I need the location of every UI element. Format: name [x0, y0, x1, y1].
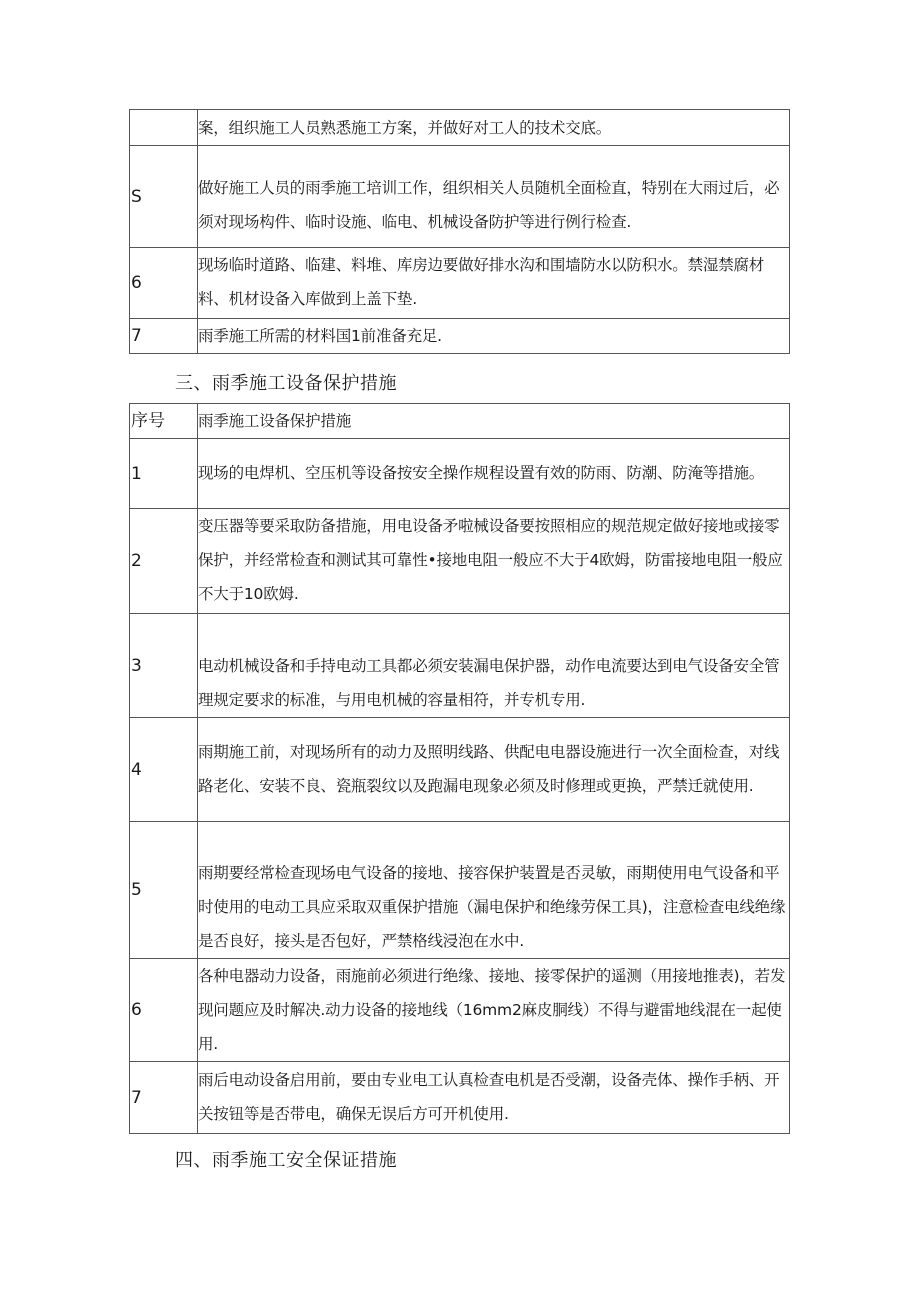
- row-number: 6: [130, 248, 198, 319]
- row-number: [130, 110, 198, 146]
- table-row: [130, 718, 790, 822]
- table-equipment-protection: [129, 403, 790, 1134]
- header-text: 雨季施工设备保护措施: [198, 404, 790, 439]
- row-text: 雨期要经常检查现场电气设备的接地、接容保护装置是否灵敏，雨期使用电气设备和平时使用的电动工具应采取双重保护措施（漏电保护和绝缘劳保工具)，注意检查电线绝缘是否良好，接头是否包好，严禁格线浸泡在水中.: [198, 822, 790, 959]
- table-header-row: [130, 404, 790, 439]
- table-row: [130, 1062, 790, 1134]
- row-number: 7: [130, 319, 198, 354]
- row-number: 7: [130, 1062, 198, 1134]
- row-number: 2: [130, 509, 198, 614]
- section-heading: 四、雨季施工安全保证措施: [175, 1150, 397, 1171]
- section-heading: 三、雨季施工设备保护措施: [175, 373, 397, 394]
- table-row: [130, 822, 790, 959]
- row-text: 电动机械设备和手持电动工具都必须安装漏电保护器，动作电流要达到电气设备安全管理规定要求的标准，与用电机械的容量相符，并专机专用.: [198, 614, 790, 718]
- table-row: [130, 959, 790, 1062]
- row-text: 案，组织施工人员熟悉施工方案，并做好对工人的技术交底。: [198, 110, 790, 146]
- table-row: [130, 439, 790, 509]
- row-number: 6: [130, 959, 198, 1062]
- table-weather-prep: [129, 109, 790, 354]
- row-text: 雨后电动设备启用前，要由专业电工认真检查电机是否受潮，设备壳体、操作手柄、开关按钮等是否带电，确保无误后方可开机使用.: [198, 1062, 790, 1134]
- row-text: 现场临时道路、临建、料堆、库房边要做好排水沟和围墙防水以防积水。禁湿禁腐材料、机材设备入库做到上盖下垫.: [198, 248, 790, 319]
- row-text: 变压器等要采取防备措施，用电设备矛啦械设备要按照相应的规范规定做好接地或接零保护，并经常检查和测试其可靠性•接地电阻一般应不大于4欧姆，防雷接地电阻一般应不大于10欧姆.: [198, 509, 790, 614]
- row-number: 3: [130, 614, 198, 718]
- table-row: [130, 146, 790, 248]
- table-row: [130, 248, 790, 319]
- row-text: 雨期施工前，对现场所有的动力及照明线路、供配电电器设施进行一次全面检查，对线路老化、安装不良、瓷瓶裂纹以及跑漏电现象必须及时修理或更换，严禁迁就使用.: [198, 718, 790, 822]
- row-number: S: [130, 146, 198, 248]
- table-row: [130, 110, 790, 146]
- header-number: 序号: [130, 404, 198, 439]
- row-text: 各种电器动力设备，雨施前必须进行绝缘、接地、接零保护的遥测（用接地推表)，若发现问题应及时解决.动力设备的接地线（16mm2麻皮胴线）不得与避雷地线混在一起使用.: [198, 959, 790, 1062]
- table-row: [130, 614, 790, 718]
- table-row: [130, 319, 790, 354]
- table-row: [130, 509, 790, 614]
- row-number: 5: [130, 822, 198, 959]
- row-text: 现场的电焊机、空压机等设备按安全操作规程设置有效的防雨、防潮、防淹等措施。: [198, 439, 790, 509]
- row-number: 1: [130, 439, 198, 509]
- row-text: 雨季施工所需的材料国1前准备充足.: [198, 319, 790, 354]
- row-text: 做好施工人员的雨季施工培训工作，组织相关人员随机全面检直，特别在大雨过后，必须对现场构件、临时设施、临电、机械设备防护等进行例行检查.: [198, 146, 790, 248]
- row-number: 4: [130, 718, 198, 822]
